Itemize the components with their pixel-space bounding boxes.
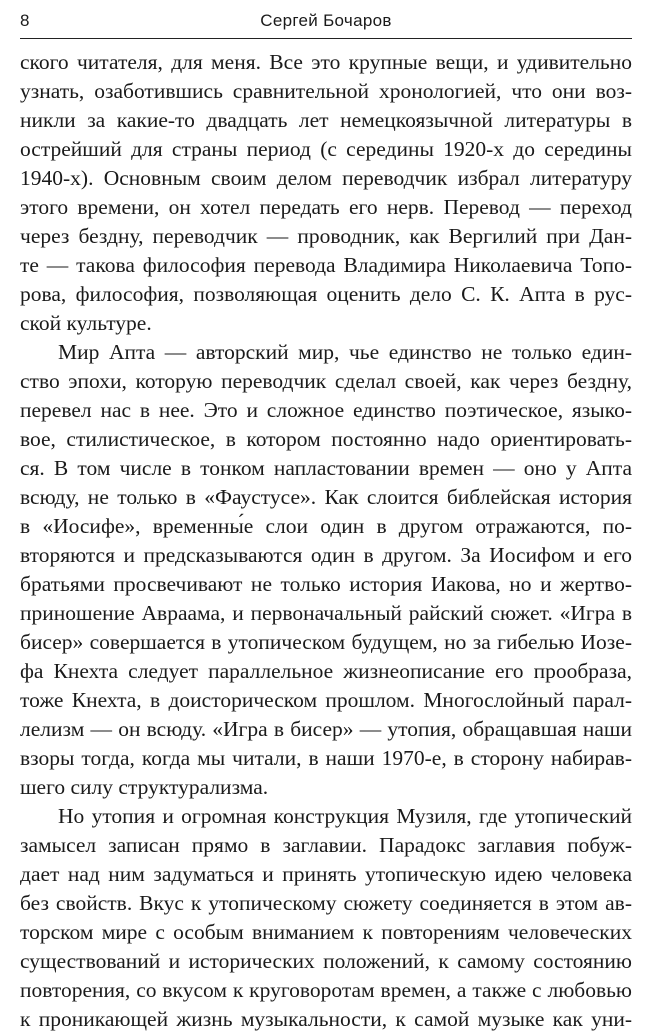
text-line: повторения, со вкусом к круговоротам времен, а также с любовью xyxy=(20,978,632,1002)
text-line: дает над ним задуматься и принять утопическую идею человека xyxy=(20,862,632,886)
text-line: всюду, не только в «Фаустусе». Как слоится библейская история xyxy=(20,485,632,509)
paragraph-1 xyxy=(20,48,632,338)
text-line: никли за какие-то двадцать лет немецкоязычной литературы в xyxy=(20,108,632,132)
text-line: вторяются и предсказываются один в другом. За Иосифом и его xyxy=(20,543,632,567)
text-line: братьями просвечивают не только история Иакова, но и жертво- xyxy=(20,572,632,596)
text-line: замысел записан прямо в заглавии. Парадокс заглавия побуж- xyxy=(20,833,632,857)
text-line: к проникающей жизнь музыкальности, к самой музыке как уни- xyxy=(20,1007,632,1031)
text-line: рова, философия, позволяющая оценить дело С. К. Апта в рус- xyxy=(20,282,632,306)
paragraph-3 xyxy=(20,802,632,1034)
text-line: те — такова философия перевода Владимира Николаевича Топо- xyxy=(20,253,632,277)
text-line: перевел нас в нее. Это и сложное единство поэтическое, языко- xyxy=(20,398,632,422)
text-line: острейший для страны период (с середины 1920-х до середины xyxy=(20,137,632,161)
text-line: ской культуре. xyxy=(20,311,152,335)
text-line: ского читателя, для меня. Все это крупные вещи, и удивительно xyxy=(20,50,632,74)
paragraph-2 xyxy=(20,338,632,802)
text-line: вое, стилистическое, в котором постоянно надо ориентировать- xyxy=(20,427,632,451)
body-text xyxy=(20,48,632,1034)
text-line: этого времени, он хотел передать его нерв. Перевод — переход xyxy=(20,195,632,219)
page-header xyxy=(20,10,632,39)
text-line: фа Кнехта следует параллельное жизнеописание его прообраза, xyxy=(20,659,632,683)
text-line: узнать, озаботившись сравнительной хронологией, что они воз- xyxy=(20,79,632,103)
text-line: Мир Апта — авторский мир, чье единство не только един- xyxy=(58,340,632,364)
text-line: приношение Авраама, и первоначальный райский сюжет. «Игра в xyxy=(20,601,632,625)
text-line: через бездну, переводчик — проводник, как Вергилий при Дан- xyxy=(20,224,632,248)
text-line: в «Иосифе», временны́е слои один в другом отражаются, по- xyxy=(20,514,632,538)
text-line: тоже Кнехта, в доисторическом прошлом. Многослойный парал- xyxy=(20,688,632,712)
text-line: существований и исторических положений, к самому состоянию xyxy=(20,949,632,973)
text-line: бисер» совершается в утопическом будущем, но за гибелью Иозе- xyxy=(20,630,632,654)
text-line: ся. В том числе в тонком напластовании времен — оно у Апта xyxy=(20,456,632,480)
text-line: ство эпохи, которую переводчик сделал своей, как через бездну, xyxy=(20,369,632,393)
text-line: взоры тогда, когда мы читали, в наши 1970-е, в сторону набирав- xyxy=(20,746,632,770)
page-number: 8 xyxy=(20,11,30,30)
text-line: лелизм — он всюду. «Игра в бисер» — утопия, обращавшая наши xyxy=(20,717,632,741)
text-line: 1940-х). Основным своим делом переводчик избрал литературу xyxy=(20,166,632,190)
running-head: Сергей Бочаров xyxy=(260,11,392,30)
text-line: без свойств. Вкус к утопическому сюжету соединяется в этом ав- xyxy=(20,891,632,915)
text-line: торском мире с особым вниманием к повторениям человеческих xyxy=(20,920,632,944)
text-line: Но утопия и огромная конструкция Музиля, где утопический xyxy=(58,804,632,828)
text-line: шего силу структурализма. xyxy=(20,775,269,799)
